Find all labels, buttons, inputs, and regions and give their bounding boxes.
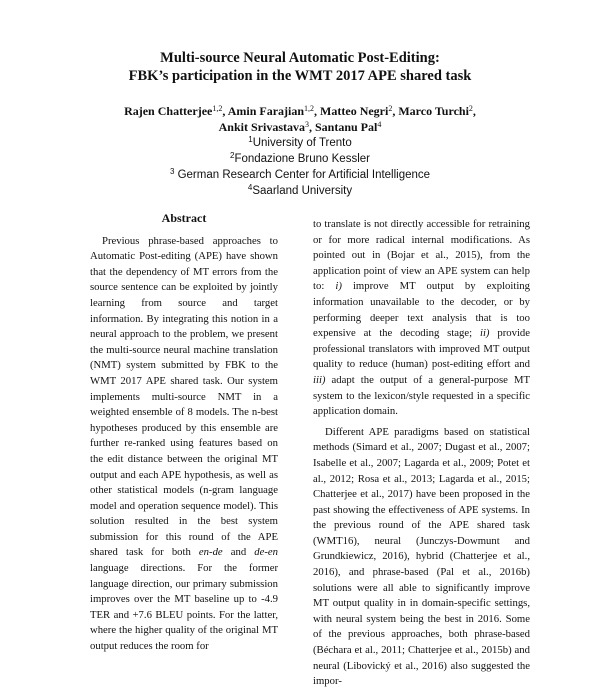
- title-line-2: FBK’s participation in the WMT 2017 APE shared task: [128, 68, 472, 84]
- body-emphasis: ii): [479, 327, 490, 340]
- author-affil-mark: 2: [468, 104, 473, 113]
- left-column: [90, 211, 278, 655]
- abstract-text-part: and: [222, 546, 255, 559]
- affiliation: [0, 167, 600, 183]
- author-affil-mark: 4: [377, 120, 382, 129]
- affiliation-mark: 4: [247, 183, 253, 192]
- author-name: Amin Farajian: [227, 104, 305, 118]
- author-affil-mark: 3: [304, 120, 309, 129]
- body-emphasis: i): [335, 280, 342, 293]
- right-column: [313, 217, 530, 690]
- paper-title: [0, 49, 600, 85]
- author-name: Santanu Pal: [314, 120, 378, 134]
- affiliation-name: University of Trento: [252, 137, 352, 149]
- body-paragraph-1: [313, 217, 530, 420]
- body-text-part: provide professional translators with improved MT output quality to reduce (human) post-editing effort and: [313, 327, 531, 371]
- author-block: [0, 103, 600, 199]
- author-separator: ,: [472, 104, 476, 118]
- author-separator: ,: [392, 104, 399, 118]
- abstract-text: [90, 234, 278, 655]
- abstract-emphasis: en-de: [198, 546, 223, 559]
- affiliation-mark: 1: [248, 135, 253, 144]
- abstract-text-part: language directions. For the former language direction, our primary submission improves over the MT baseline up to -4.9 TER and +7.6 BLEU points. For the latter, where the higher quality of the original MT output reduces the room for: [90, 562, 278, 653]
- affiliation: [0, 135, 600, 151]
- author-name: Ankit Srivastava: [218, 120, 305, 134]
- affiliation-name: Saarland University: [252, 185, 353, 197]
- author-line-1: [0, 103, 600, 119]
- author-affil-mark: 1,2: [212, 104, 223, 113]
- body-text-part: to translate is not directly accessible for retraining or for more radical internal modifications. As pointed out in (Bojar et al., 2015), from the application point of view an APE system can help to:: [313, 218, 530, 293]
- body-text-part: adapt the output of a general-purpose MT system to the lexicon/style requested in a specific application domain.: [313, 373, 530, 418]
- author-name: Matteo Negri: [320, 104, 389, 118]
- author-separator: ,: [314, 104, 321, 118]
- affiliation-mark: 3: [169, 167, 175, 176]
- author-affil-mark: 1,2: [304, 104, 315, 113]
- affiliation-name: Fondazione Bruno Kessler: [234, 153, 370, 165]
- body-emphasis: iii): [313, 373, 326, 386]
- affiliation: [0, 151, 600, 167]
- body-text-part: improve MT output by exploiting information unavailable to the decoder, or by performing deeper text analysis that is too expensive at the decoding stage;: [313, 280, 530, 340]
- title-line-1: Multi-source Neural Automatic Post-Editing:: [160, 50, 440, 66]
- author-separator: ,: [308, 120, 315, 134]
- abstract-emphasis: de-en: [254, 546, 278, 559]
- author-separator: ,: [222, 104, 228, 118]
- author-affil-mark: 2: [388, 104, 393, 113]
- affiliation-mark: 2: [230, 151, 235, 160]
- abstract-text-part: Previous phrase-based approaches to Automatic Post-editing (APE) have shown that the dependency of MT errors from the source sentence can be exploited by jointly learning from source and target information. By integrating this notion in a neural approach to the problem, we present the multi-source neural machine translation (NMT) system submitted by FBK to the WMT 2017 APE shared task. Our system implements multi-source NMT in a weighted ensemble of 8 models. The n-best hypotheses produced by this ensemble are further re-ranked using features based on the edit distance between the original MT output and each APE hypothesis, as well as other statistical models (n-gram language model and operation sequence model). This solution resulted in the best system submission for this round of the APE shared task for both: [90, 234, 278, 559]
- body-paragraph-2: Different APE paradigms based on statistical methods (Simard et al., 2007; Dugast et al., 2007; Isabelle et al., 2007; Lagarda et al., 2009; Potet et al., 2012; Rosa et al., 2013; Lagarda et al., 2015; Chatterjee et al., 2017) have been proposed in the past showing the effectiveness of APE systems. In the previous round of the APE shared task (WMT16), neural (Junczys-Dowmunt and Grundkiewicz, 2016), hybrid (Chatterjee et al., 2016), and phrase-based (Pal et al., 2016b) solutions were all able to significantly improve MT output quality in in domain-specific settings, with neural system being the best in 2016. Some of the previous approaches, both phrase-based (Béchara et al., 2011; Chatterjee et al., 2015b) and neural (Libovický et al., 2016) also suggested the impor-: [313, 425, 530, 688]
- abstract-heading: Abstract: [161, 211, 207, 225]
- author-name: Marco Turchi: [398, 104, 469, 118]
- author-name: Rajen Chatterjee: [124, 104, 213, 118]
- affiliation-name: German Research Center for Artificial Intelligence: [174, 169, 431, 181]
- author-line-2: [0, 119, 600, 135]
- affiliation: [0, 183, 600, 199]
